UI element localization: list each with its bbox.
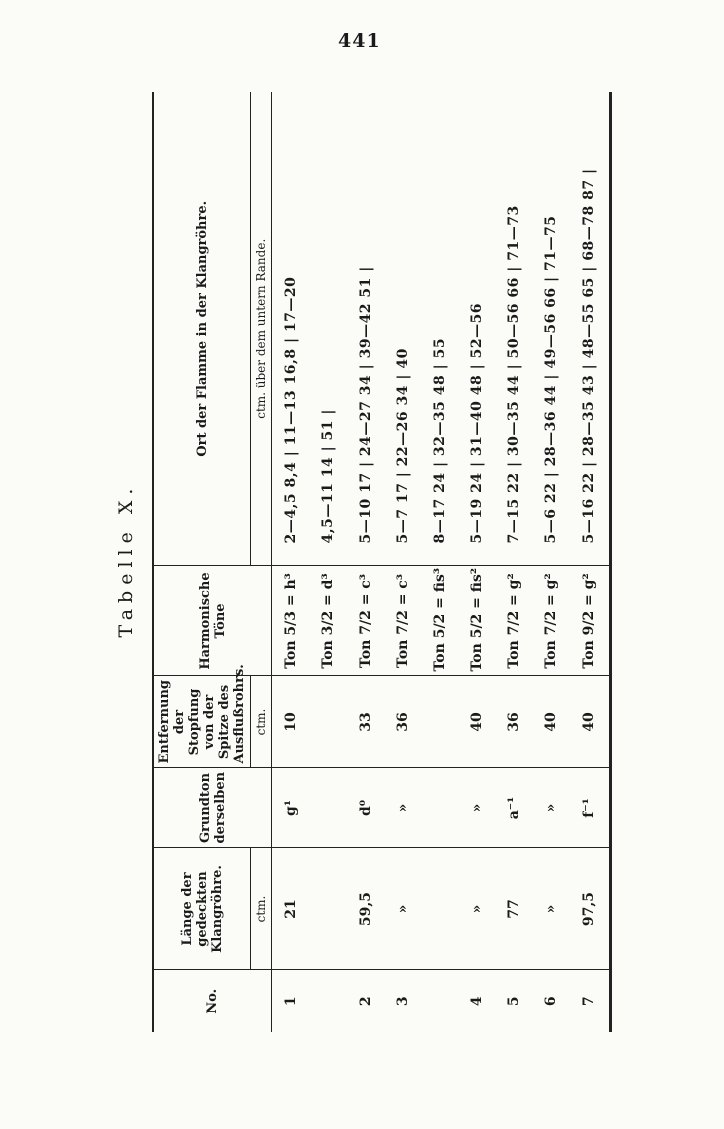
cell-no <box>421 970 458 1032</box>
cell-ton: Ton 7/2 = g² <box>496 566 533 676</box>
cell-ort: 4,5—11 14 | 51 | <box>310 92 347 566</box>
cell-ort: 7—15 22 | 30—35 44 | 50—56 66 | 71—73 <box>496 92 533 566</box>
header-ort-unit: ctm. über dem untern Rande. <box>251 92 272 566</box>
cell-ton: Ton 7/2 = g² <box>533 566 570 676</box>
header-laenge: Länge der gedeckten Klangröhre. <box>153 848 251 970</box>
cell-ton: Ton 3/2 = d³ <box>310 566 347 676</box>
cell-no: 5 <box>506 996 523 1007</box>
header-ort: Ort der Flamme in der Klangröhre. <box>153 92 251 566</box>
table-row <box>421 92 458 1032</box>
data-table <box>152 92 612 1032</box>
cell-grundton: » <box>533 768 570 848</box>
header-no: No. <box>153 970 272 1032</box>
cell-ort: 5—16 22 | 28—35 43 | 48—55 65 | 68—78 87 | <box>570 92 611 566</box>
table-row <box>570 92 611 1032</box>
cell-ort: 2—4,5 8,4 | 11—13 16,8 | 17—20 <box>272 92 310 566</box>
table-row <box>496 92 533 1032</box>
cell-laenge <box>421 848 458 970</box>
cell-entfernung <box>421 676 458 768</box>
cell-entfernung: 40 <box>533 676 570 768</box>
table-row <box>384 92 421 1032</box>
cell-laenge: » <box>458 848 495 970</box>
cell-entfernung: 33 <box>347 676 384 768</box>
table-row <box>272 92 310 1032</box>
cell-grundton: g¹ <box>272 768 310 848</box>
cell-ton: Ton 5/2 = fis² <box>458 566 495 676</box>
table-row <box>347 92 384 1032</box>
table-row <box>458 92 495 1032</box>
cell-laenge: 59,5 <box>347 848 384 970</box>
cell-laenge: » <box>533 848 570 970</box>
header-entfernung: Entfernung der Stopfung von der Spitze des Ausflußrohrs. <box>153 676 251 768</box>
cell-entfernung: 36 <box>384 676 421 768</box>
cell-grundton: » <box>384 768 421 848</box>
header-laenge-unit: ctm. <box>251 848 272 970</box>
cell-grundton: a⁻¹ <box>496 768 533 848</box>
cell-entfernung: 36 <box>496 676 533 768</box>
cell-no: 2 <box>357 996 374 1007</box>
cell-grundton: » <box>458 768 495 848</box>
cell-grundton: d⁰ <box>347 768 384 848</box>
cell-entfernung: 40 <box>458 676 495 768</box>
table-row <box>310 92 347 1032</box>
header-harmonische: Harmonische Töne <box>153 566 272 676</box>
cell-ton: Ton 7/2 = c³ <box>384 566 421 676</box>
cell-grundton: f⁻¹ <box>570 768 611 848</box>
cell-ton: Ton 5/2 = fis³ <box>421 566 458 676</box>
cell-ton: Ton 5/3 = h³ <box>272 566 310 676</box>
cell-laenge: » <box>384 848 421 970</box>
cell-no <box>310 970 347 1032</box>
cell-no: 7 <box>581 996 598 1007</box>
cell-no: 1 <box>282 996 299 1007</box>
cell-laenge <box>310 848 347 970</box>
cell-laenge: 97,5 <box>570 848 611 970</box>
table-caption: Tabelle X. <box>115 482 137 638</box>
cell-ort: 5—19 24 | 31—40 48 | 52—56 <box>458 92 495 566</box>
cell-ort: 8—17 24 | 32—35 48 | 55 <box>421 92 458 566</box>
cell-ton: Ton 9/2 = g² <box>570 566 611 676</box>
cell-entfernung <box>310 676 347 768</box>
cell-laenge: 21 <box>272 848 310 970</box>
table-row <box>533 92 570 1032</box>
cell-laenge: 77 <box>496 848 533 970</box>
header-entfernung-unit: ctm. <box>251 676 272 768</box>
cell-entfernung: 40 <box>570 676 611 768</box>
cell-ort: 5—10 17 | 24—27 34 | 39—42 51 | <box>347 92 384 566</box>
cell-ton: Ton 7/2 = c³ <box>347 566 384 676</box>
rotated-table <box>152 92 612 1032</box>
header-grundton: Grundton derselben <box>153 768 272 848</box>
cell-grundton <box>421 768 458 848</box>
cell-grundton <box>310 768 347 848</box>
cell-no: 3 <box>394 996 411 1007</box>
cell-no: 4 <box>468 996 485 1007</box>
cell-ort: 5—7 17 | 22—26 34 | 40 <box>384 92 421 566</box>
cell-ort: 5—6 22 | 28—36 44 | 49—56 66 | 71—75 <box>533 92 570 566</box>
cell-entfernung: 10 <box>272 676 310 768</box>
cell-no: 6 <box>543 996 560 1007</box>
page-number: 441 <box>338 30 381 52</box>
